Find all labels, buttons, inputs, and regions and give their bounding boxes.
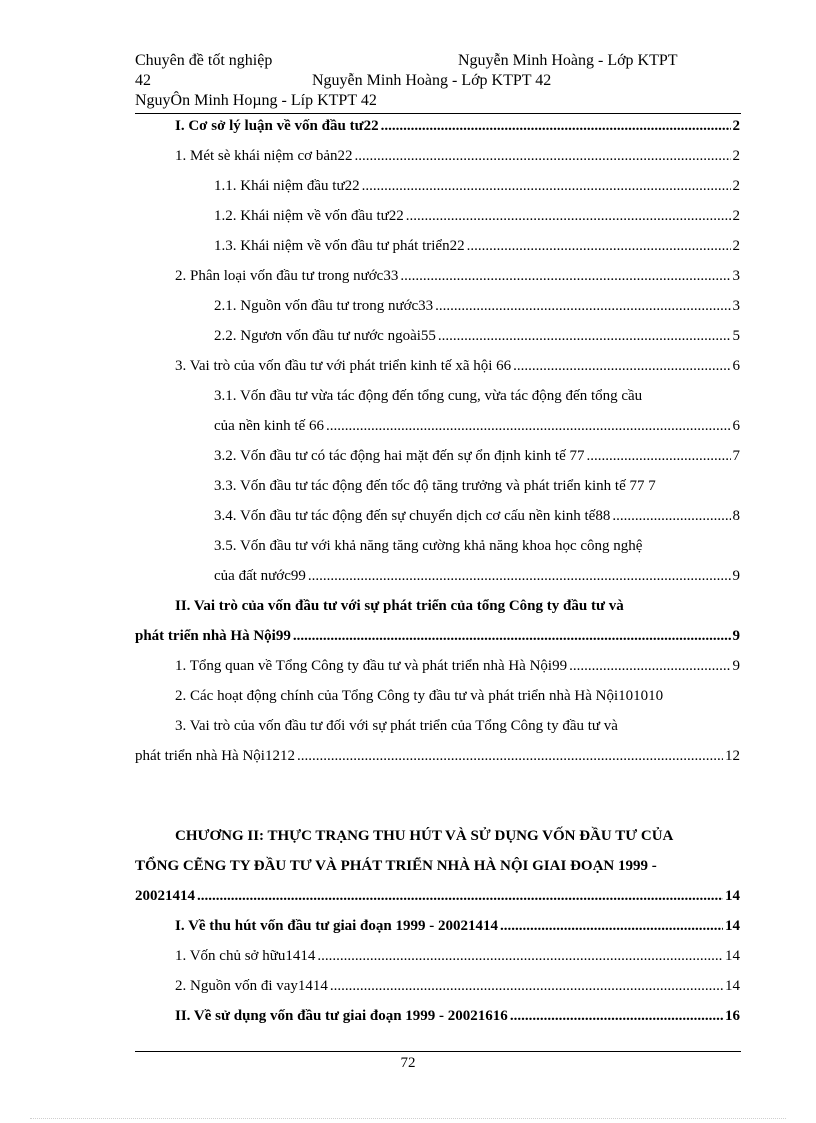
header-line-1-right: Nguyễn Minh Hoàng - Lớp KTPT [458, 52, 678, 69]
toc-entry[interactable] [175, 116, 740, 136]
toc-entry[interactable] [214, 206, 740, 226]
toc-dot-leader [587, 446, 731, 466]
toc-entry-text: phát triển nhà Hà Nội99 [135, 628, 291, 644]
toc-entry[interactable] [214, 236, 740, 256]
toc-entry-text: 2. Phân loại vốn đầu tư trong nước33 [175, 268, 399, 284]
toc-entry-page: 9 [732, 568, 740, 584]
toc-entry-text: 1.3. Khái niệm về vốn đầu tư phát triển22 [214, 238, 465, 254]
toc-entry-page: 2 [732, 238, 740, 254]
toc-entry[interactable] [175, 656, 740, 676]
toc-entry-text: của đất nước99 [214, 568, 306, 584]
toc-entry-text: phát triển nhà Hà Nội1212 [135, 748, 295, 764]
toc-dot-leader [354, 146, 730, 166]
toc-entry[interactable] [214, 326, 740, 346]
toc-entry[interactable] [175, 146, 740, 166]
toc-dot-leader [362, 176, 731, 196]
toc-entry-text[interactable]: TỔNG CẼNG TY ĐẦU TƯ VÀ PHÁT TRIỂN NHÀ HÀ NỘI GIAI ĐOẠN 1999 - [135, 858, 657, 874]
toc-entry[interactable] [175, 976, 740, 996]
toc-entry[interactable] [135, 746, 740, 766]
toc-entry-page: 16 [725, 1008, 740, 1024]
header-line-1-left: Chuyên đề tốt nghiệp [135, 52, 273, 69]
toc-entry-text[interactable]: 3.3. Vốn đầu tư tác động đến tốc độ tăng trưởng và phát triển kinh tế 77 7 [214, 478, 656, 494]
toc-entry[interactable] [135, 886, 740, 906]
toc-entry-page: 12 [725, 748, 740, 764]
toc-dot-leader [612, 506, 730, 526]
toc-entry-page: 9 [732, 628, 740, 644]
toc-entry[interactable] [214, 506, 740, 526]
toc-entry-text[interactable]: 3.1. Vốn đầu tư vừa tác động đến tổng cung, vừa tác động đến tổng cầu [214, 388, 643, 404]
toc-dot-leader [330, 976, 723, 996]
toc-entry-text: 3.2. Vốn đầu tư có tác động hai mặt đến sự ổn định kinh tế 77 [214, 448, 585, 464]
toc-entry-page: 6 [732, 358, 740, 374]
toc-entry[interactable] [214, 566, 740, 586]
toc-dot-leader [513, 356, 730, 376]
toc-entry[interactable] [214, 296, 740, 316]
toc-entry-text[interactable]: II. Vai trò của vốn đầu tư với sự phát triển của tổng Công ty đầu tư và [175, 598, 624, 614]
toc-entry-text: 2. Nguồn vốn đi vay1414 [175, 978, 328, 994]
toc-dot-leader [297, 746, 723, 766]
toc-entry[interactable] [175, 946, 740, 966]
toc-entry-text[interactable]: CHƯƠNG II: THỰC TRẠNG THU HÚT VÀ SỬ DỤNG VỐN ĐẦU TƯ CỦA [175, 828, 674, 844]
toc-entry-page: 7 [732, 448, 740, 464]
toc-dot-leader [500, 916, 723, 936]
toc-entry[interactable] [214, 416, 740, 436]
toc-dot-leader [435, 296, 730, 316]
toc-entry-text: 1. Mét sè khái niệm cơ bản22 [175, 148, 353, 164]
toc-entry-page: 14 [725, 888, 740, 904]
toc-dot-leader [467, 236, 731, 256]
toc-dot-leader [510, 1006, 723, 1026]
toc-entry-page: 8 [732, 508, 740, 524]
toc-entry-text: 2.2. Ngươn vốn đầu tư nước ngoài55 [214, 328, 436, 344]
toc-dot-leader [326, 416, 731, 436]
toc-entry-text[interactable]: 2. Các hoạt động chính của Tổng Công ty đầu tư và phát triển nhà Hà Nội101010 [175, 688, 664, 704]
toc-entry-text: 1.2. Khái niệm về vốn đầu tư22 [214, 208, 404, 224]
toc-entry[interactable] [135, 626, 740, 646]
toc-entry[interactable] [175, 356, 740, 376]
toc-entry-page: 2 [732, 118, 740, 134]
toc-entry[interactable] [214, 176, 740, 196]
toc-dot-leader [569, 656, 730, 676]
toc-entry-text: của nền kinh tế 66 [214, 418, 324, 434]
toc-entry-page: 14 [725, 978, 740, 994]
toc-entry-text: 2.1. Nguồn vốn đầu tư trong nước33 [214, 298, 434, 314]
toc-dot-leader [381, 116, 731, 136]
page-number: 72 [400, 1055, 416, 1071]
header-line-2-left: 42 [135, 72, 151, 89]
toc-dot-leader [308, 566, 731, 586]
toc-entry-page: 3 [732, 268, 740, 284]
toc-dot-leader [400, 266, 730, 286]
toc-entry-text: I. Về thu hút vốn đầu tư giai đoạn 1999 - 20021414 [175, 918, 498, 934]
page-bottom-border [30, 1118, 786, 1119]
toc-entry-text: 1. Vốn chủ sở hữu1414 [175, 948, 316, 964]
toc-entry[interactable] [175, 916, 740, 936]
toc-entry-page: 14 [725, 948, 740, 964]
toc-entry-page: 3 [732, 298, 740, 314]
toc-dot-leader [317, 946, 723, 966]
toc-entry[interactable] [214, 446, 740, 466]
toc-dot-leader [197, 886, 723, 906]
footer-rule [135, 1051, 741, 1052]
toc-entry-text: 1.1. Khái niệm đầu tư22 [214, 178, 360, 194]
toc-entry-text: 20021414 [135, 888, 195, 904]
toc-entry-text: 3. Vai trò của vốn đầu tư với phát triển kinh tế xã hội 66 [175, 358, 512, 374]
toc-entry-text: II. Về sử dụng vốn đầu tư giai đoạn 1999 - 20021616 [175, 1008, 508, 1024]
toc-entry-page: 9 [732, 658, 740, 674]
header-line-3: NguyÔn Minh Hoµng - Líp KTPT 42 [135, 92, 377, 109]
toc-entry-text: 3.4. Vốn đầu tư tác động đến sự chuyển dịch cơ cấu nền kinh tế88 [214, 508, 611, 524]
toc-dot-leader [438, 326, 731, 346]
toc-entry-text: 1. Tổng quan về Tổng Công ty đầu tư và phát triển nhà Hà Nội99 [175, 658, 568, 674]
toc-entry-page: 5 [732, 328, 740, 344]
toc-entry-page: 6 [732, 418, 740, 434]
toc-entry-text: I. Cơ sở lý luận về vốn đầu tư22 [175, 118, 379, 134]
toc-dot-leader [406, 206, 731, 226]
toc-entry-text[interactable]: 3.5. Vốn đầu tư với khả năng tăng cường khả năng khoa học công nghệ [214, 538, 643, 554]
toc-entry-text[interactable]: 3. Vai trò của vốn đầu tư đối với sự phát triển của Tổng Công ty đầu tư và [175, 718, 618, 734]
toc-entry-page: 2 [732, 178, 740, 194]
toc-entry-page: 14 [725, 918, 740, 934]
toc-entry[interactable] [175, 266, 740, 286]
toc-dot-leader [293, 626, 731, 646]
toc-entry-page: 2 [732, 208, 740, 224]
toc-entry[interactable] [175, 1006, 740, 1026]
toc-entry-page: 2 [732, 148, 740, 164]
header-line-2-center: Nguyễn Minh Hoàng - Lớp KTPT 42 [312, 72, 552, 89]
